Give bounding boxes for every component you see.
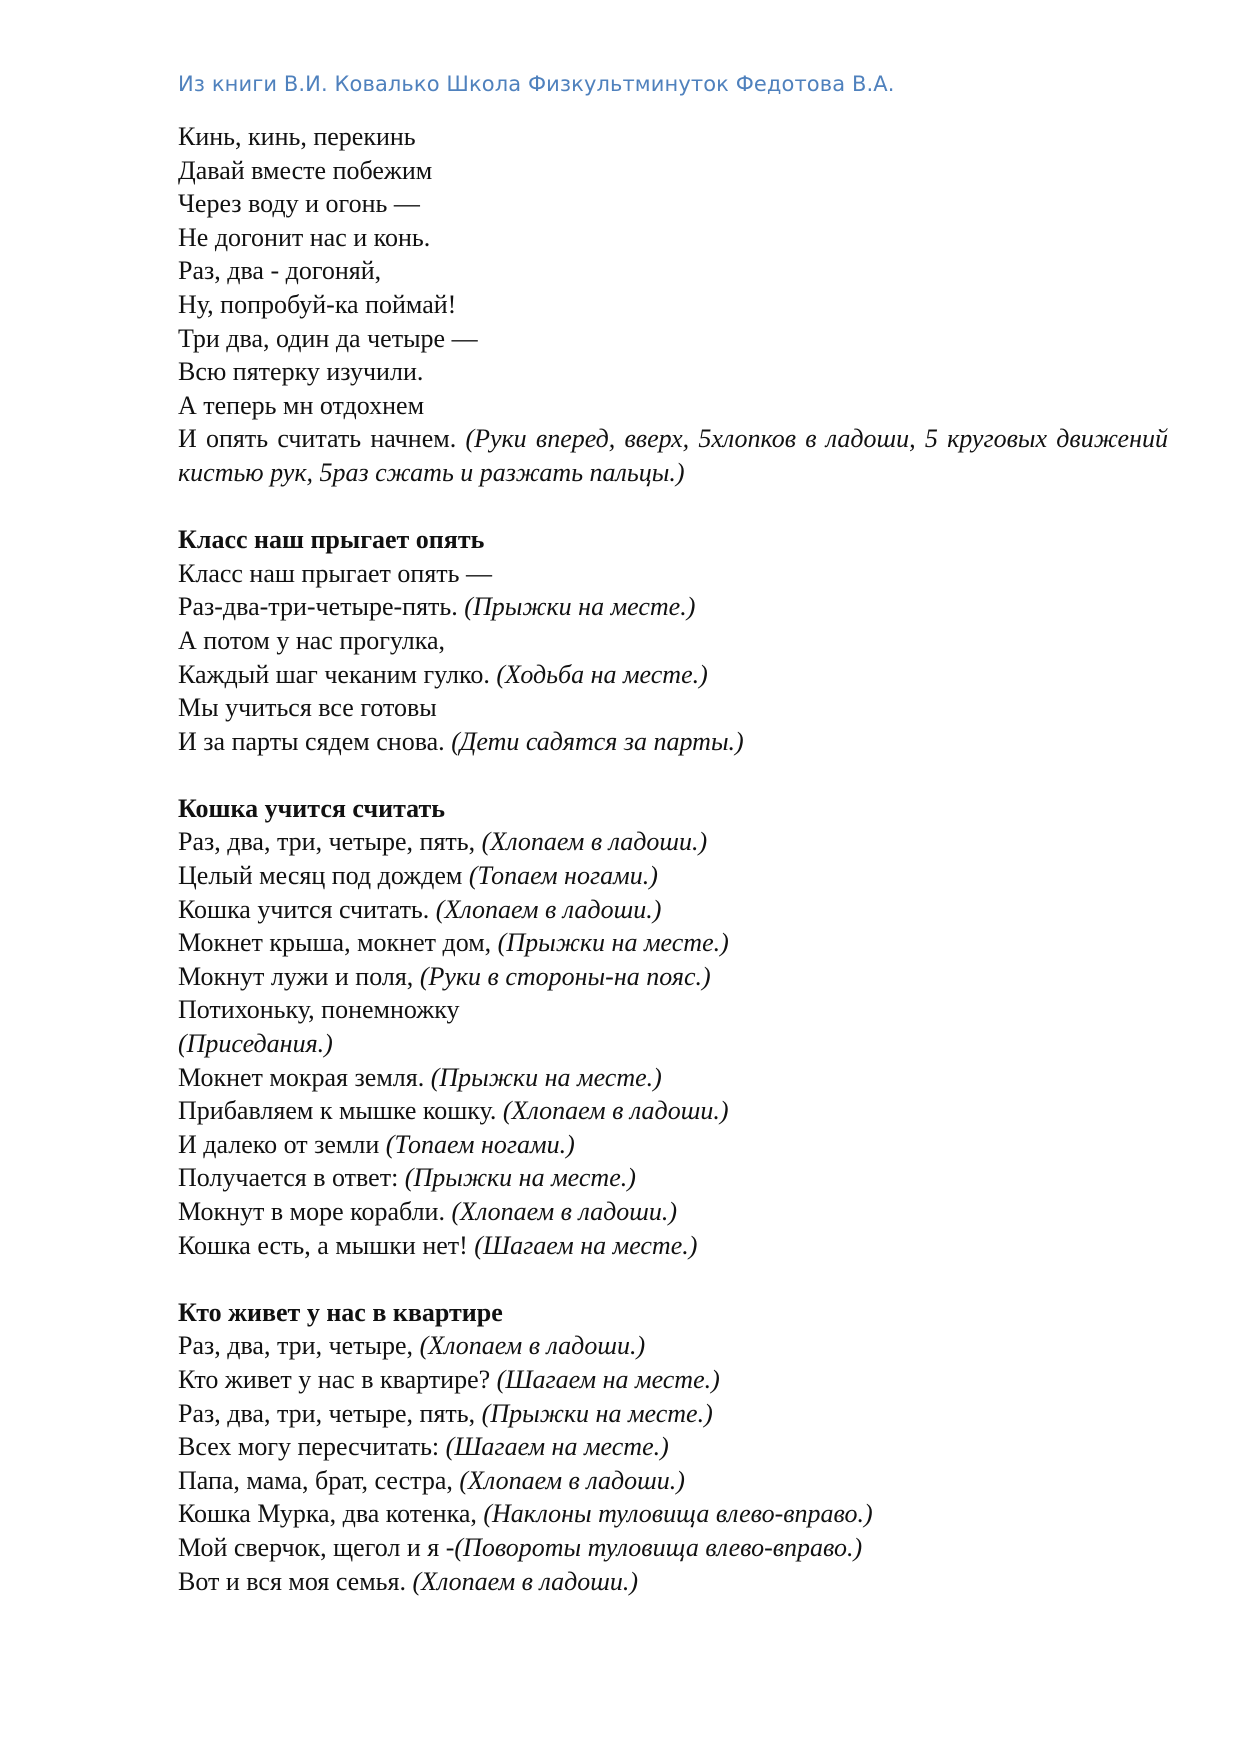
poem-line: Кошка есть, а мышки нет! (Шагаем на месте.) [178, 1230, 698, 1260]
poem-line: Вот и вся моя семья. (Хлопаем в ладоши.) [178, 1566, 639, 1596]
poem-line: Не догонит нас и конь. [178, 222, 431, 252]
poem-line: Потихоньку, понемножку [178, 995, 460, 1025]
poem-line: Всех могу пересчитать: (Шагаем на месте.) [178, 1432, 669, 1462]
exercise-note: (Руки вперед, вверх, 5хлопков в ладоши, 5 круговых движений кистью рук, 5раз сжать и разжать пальцы.) [178, 424, 1168, 487]
exercise-note: (Руки в стороны-на пояс.) [419, 961, 711, 991]
poem-cat-counts [178, 792, 1168, 1262]
poem-title: Класс наш прыгает опять [178, 525, 485, 555]
page-header: Из книги В.И. Ковалько Школа Физкультминуток Федотова В.А. [178, 72, 895, 96]
exercise-note: (Хлопаем в ладоши.) [451, 1197, 678, 1226]
exercise-note: (Наклоны туловища влево-вправо.) [483, 1499, 873, 1529]
poem-line: Раз, два, три, четыре, (Хлопаем в ладоши.) [178, 1331, 646, 1361]
exercise-note: (Хлопаем в ладоши.) [412, 1566, 639, 1596]
poem-line: Мы учиться все готовы [178, 693, 437, 723]
poem-line: А теперь мн отдохнем [178, 390, 425, 420]
poem-line [178, 1027, 1168, 1061]
exercise-note: (Шагаем на месте.) [474, 1230, 698, 1260]
exercise-note: (Прыжки на месте.) [497, 928, 729, 958]
exercise-note: (Шагаем на месте.) [496, 1364, 720, 1394]
poem-line: Мокнет крыша, мокнет дом, (Прыжки на месте.) [178, 928, 729, 958]
poem-line: Целый месяц под дождем (Топаем ногами.) [178, 861, 658, 891]
exercise-note: (Прыжки на месте.) [481, 1398, 713, 1428]
poem-line: Прибавляем к мышке кошку. (Хлопаем в ладоши.) [178, 1096, 729, 1126]
poem-line: Получается в ответ: (Прыжки на месте.) [178, 1163, 636, 1193]
poem-line: Раз, два, три, четыре, пять, (Хлопаем в ладоши.) [178, 827, 708, 857]
poem-line: Мокнет мокрая земля. (Прыжки на месте.) [178, 1062, 662, 1092]
exercise-note: (Прыжки на месте.) [404, 1163, 636, 1193]
poem-line: Кошка Мурка, два котенка, (Наклоны туловища влево-вправо.) [178, 1499, 873, 1529]
exercise-note: (Ходьба на месте.) [496, 659, 708, 689]
document-body [178, 120, 1168, 1598]
poem-line: Кошка учится считать. (Хлопаем в ладоши.) [178, 894, 662, 924]
poem-who-lives [178, 1296, 1168, 1598]
poem-line: Через воду и огонь — [178, 189, 420, 219]
exercise-note: (Прыжки на месте.) [430, 1062, 662, 1092]
exercise-note: (Хлопаем в ладоши.) [459, 1465, 685, 1495]
exercise-note: (Топаем ногами.) [468, 861, 658, 891]
exercise-note: (Дети садятся за парты.) [451, 726, 744, 756]
poem-title: Кошка учится считать [178, 793, 446, 823]
poem-counting-rhyme [178, 120, 1168, 490]
poem-line: И за парты сядем снова. (Дети садятся за парты.) [178, 726, 744, 756]
poem-line: А потом у нас прогулка, [178, 625, 446, 655]
section-spacer [178, 1262, 1168, 1296]
poem-line: И опять считать начнем. (Руки вперед, вверх, 5хлопков в ладоши, 5 круговых движений кистью рук, 5раз сжать и разжать пальцы.) [178, 424, 1168, 487]
section-spacer [178, 490, 1168, 524]
poem-line: Раз, два, три, четыре, пять, (Прыжки на месте.) [178, 1398, 713, 1428]
poem-line: Мокнут в море корабли. (Хлопаем в ладоши.) [178, 1197, 678, 1226]
poem-line: Мокнут лужи и поля, (Руки в стороны-на пояс.) [178, 961, 711, 991]
poem-line: Мой сверчок, щегол и я -(Повороты туловища влево-вправо.) [178, 1532, 863, 1562]
poem-line: И далеко от земли (Топаем ногами.) [178, 1129, 575, 1159]
exercise-note: (Прыжки на месте.) [464, 592, 696, 622]
exercise-note: (Хлопаем в ладоши.) [435, 894, 662, 924]
poem-line: Раз, два - догоняй, [178, 256, 382, 286]
exercise-note: (Приседания.) [178, 1029, 333, 1059]
exercise-note: (Хлопаем в ладоши.) [419, 1331, 646, 1361]
poem-line: Всю пятерку изучили. [178, 357, 424, 387]
poem-line: Каждый шаг чеканим гулко. (Ходьба на месте.) [178, 659, 708, 689]
poem-line: Давай вместе побежим [178, 155, 433, 185]
exercise-note: (Повороты туловища влево-вправо.) [454, 1532, 863, 1562]
section-spacer [178, 758, 1168, 792]
poem-line: Раз-два-три-четыре-пять. (Прыжки на месте.) [178, 592, 696, 622]
poem-line: Папа, мама, брат, сестра, (Хлопаем в ладоши.) [178, 1465, 685, 1495]
poem-line: Ну, попробуй-ка поймай! [178, 289, 457, 319]
exercise-note: (Хлопаем в ладоши.) [502, 1096, 729, 1126]
poem-line: Кинь, кинь, перекинь [178, 122, 416, 151]
poem-line: Три два, один да четыре — [178, 323, 478, 353]
exercise-note: (Хлопаем в ладоши.) [481, 827, 708, 857]
poem-class-jumps [178, 523, 1168, 758]
poem-title: Кто живет у нас в квартире [178, 1297, 503, 1327]
exercise-note: (Шагаем на месте.) [445, 1432, 669, 1462]
poem-line: Кто живет у нас в квартире? (Шагаем на месте.) [178, 1364, 720, 1394]
exercise-note: (Топаем ногами.) [385, 1129, 575, 1159]
poem-line: Класс наш прыгает опять — [178, 558, 492, 588]
